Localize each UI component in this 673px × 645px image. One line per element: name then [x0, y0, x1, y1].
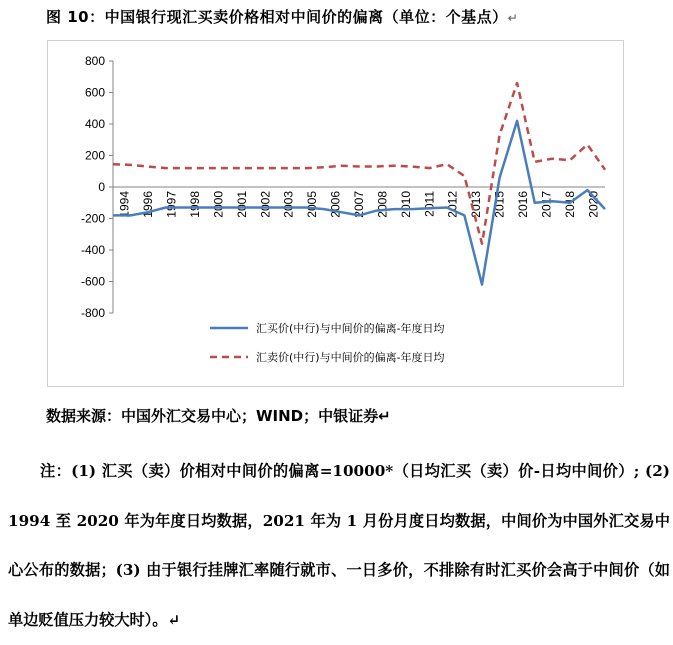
x-tick-label: 2015 [492, 191, 507, 218]
x-tick-label: 2007 [352, 191, 366, 218]
x-tick-label: 2001 [234, 191, 249, 218]
x-tick-label: 2010 [398, 191, 413, 218]
notes-block [8, 447, 670, 645]
x-tick-label: 2016 [516, 191, 530, 218]
x-tick-label: 1998 [188, 191, 202, 218]
y-tick-label: 800 [84, 54, 105, 68]
y-tick-label: 600 [84, 85, 105, 100]
notes-paragraph: 注：(1) 汇买（卖）价相对中间价的偏离=10000*（日均汇买（卖）价-日均中间价）; (2) 1994 至 2020 年为年度日均数据，2021 年为 1 月份月度日均数据，中间价为中国外汇交易中心公布的数据；(3) 由于银行挂牌汇率随行就市、一日多价，不排除有时汇买价会高于中间价（如单边贬值压力较大时）。↵ [8, 462, 670, 629]
y-tick-label: 200 [84, 148, 105, 163]
x-tick-label: 2005 [305, 191, 320, 218]
x-tick-label: 2011 [422, 191, 437, 217]
x-tick-label: 2003 [281, 191, 296, 218]
legend-label-1: 汇买价(中行)与中间价的偏离-年度日均 [256, 322, 445, 335]
y-tick-label: -600 [80, 274, 105, 289]
x-tick-label: 2018 [562, 191, 577, 218]
y-tick-label: -200 [80, 211, 105, 226]
x-tick-label: 2006 [328, 191, 343, 218]
x-tick-label: 2008 [375, 191, 390, 218]
chart-container [47, 40, 624, 387]
x-tick-label: 2013 [469, 191, 484, 218]
x-tick-label: 2020 [586, 191, 601, 218]
y-tick-label: -800 [80, 306, 105, 320]
figure-title [46, 6, 518, 27]
y-tick-label: 400 [84, 117, 105, 131]
data-source-line: 数据来源：中国外汇交易中心；WIND；中银证券↵ [46, 407, 391, 425]
x-tick-label: 1997 [164, 191, 179, 218]
x-tick-label: 2000 [211, 191, 226, 218]
figure-title-text: 图 10：中国银行现汇买卖价格相对中间价的偏离（单位：个基点） [46, 8, 508, 26]
x-tick-label: 2002 [258, 191, 273, 218]
x-tick-label: 1994 [117, 191, 132, 218]
y-tick-label: 0 [98, 180, 105, 194]
legend-label-2: 汇卖价(中行)与中间价的偏离-年度日均 [256, 351, 445, 364]
series-line-2 [113, 83, 605, 244]
line-chart [48, 41, 625, 388]
paragraph-mark-icon: ↵ [507, 11, 519, 25]
x-tick-label: 1996 [141, 191, 156, 218]
x-tick-label: 2017 [539, 191, 554, 218]
y-tick-label: -400 [80, 243, 105, 257]
x-tick-label: 2012 [445, 191, 460, 218]
